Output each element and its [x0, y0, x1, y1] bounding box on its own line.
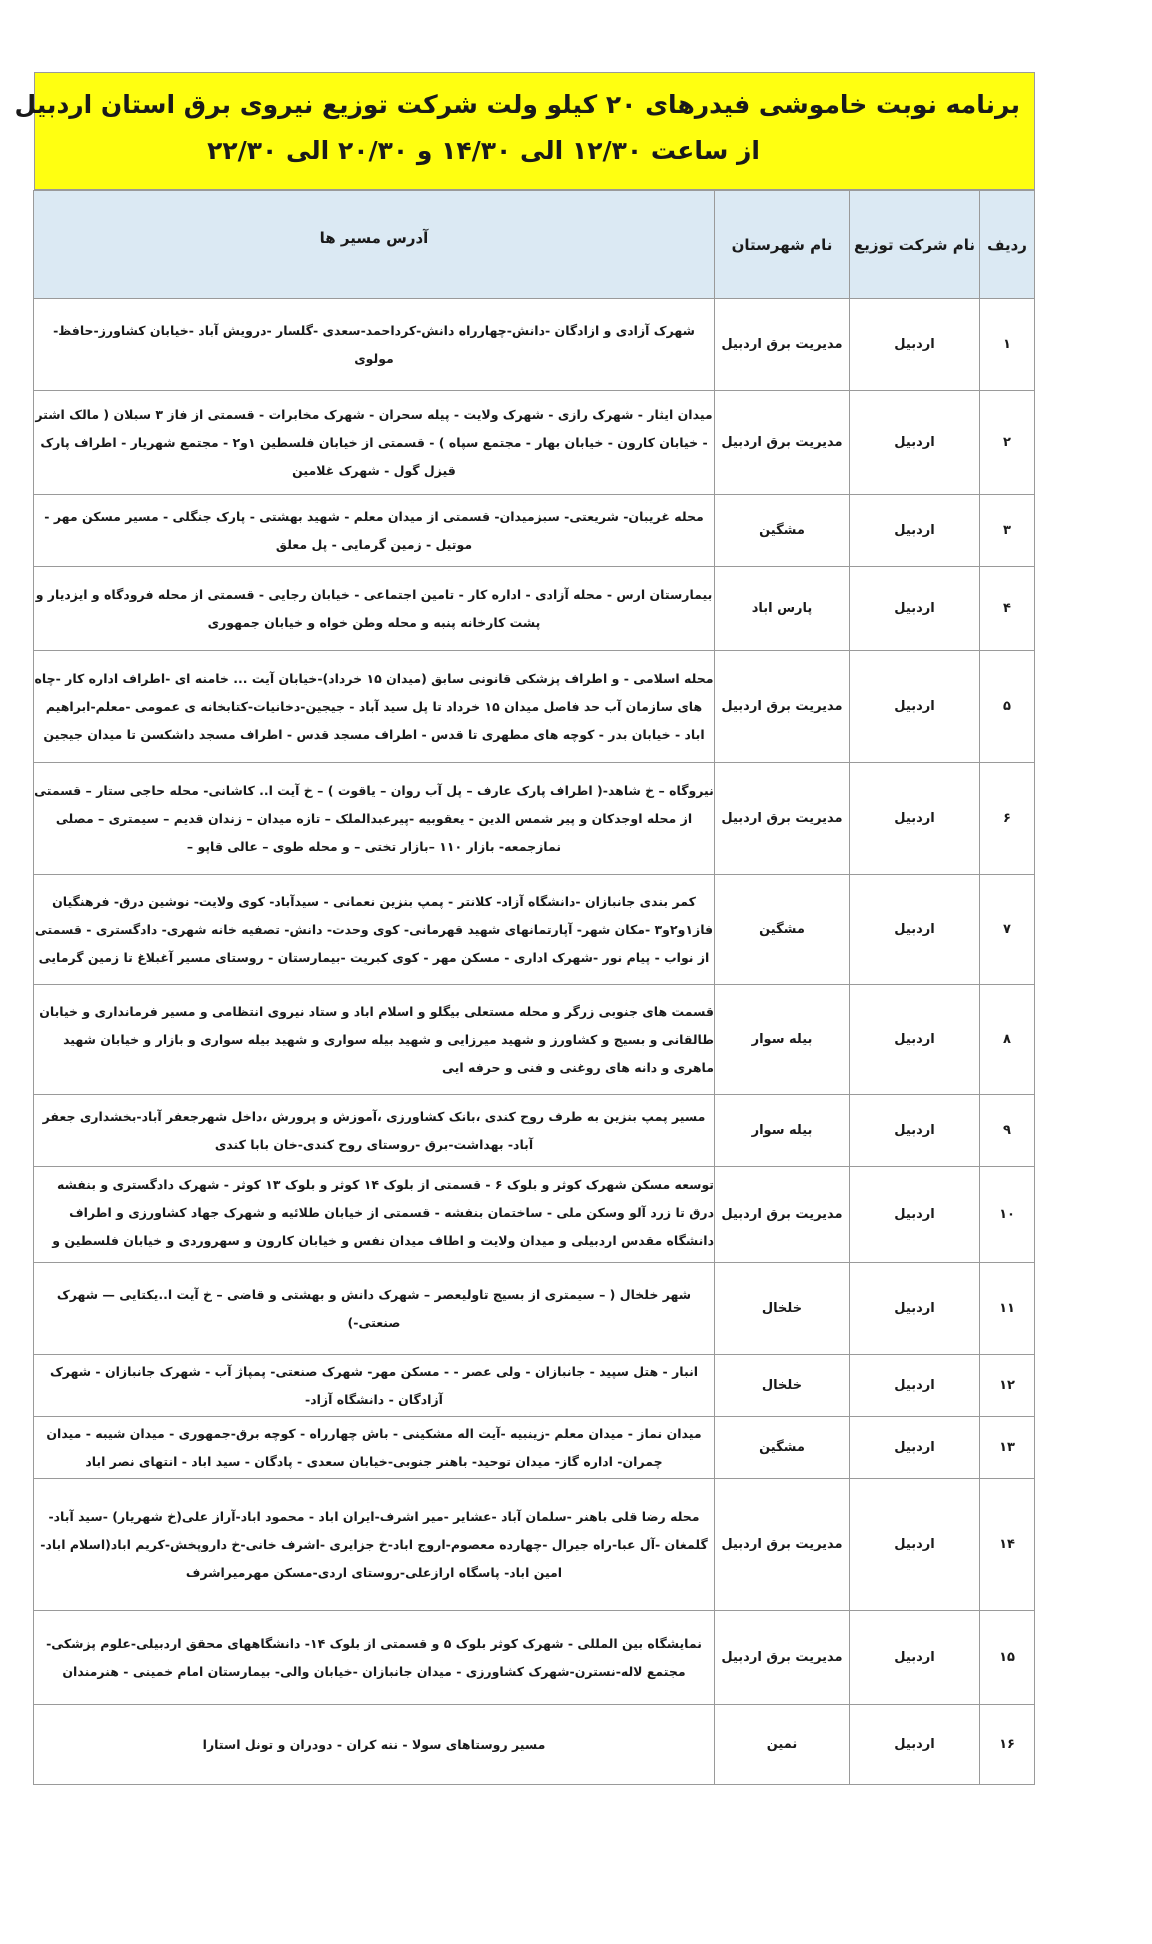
city-name: مشگین [715, 495, 850, 567]
route-address: محله رضا قلی باهنر -سلمان آباد -عشایر -میر اشرف-ایران اباد - محمود اباد-آراز علی(خ شهریار) -سید آباد-گلمغان -آل عبا-راه جیرال -چهارده معصوم-اروج اباد-خ جزایری -اشرف خانی-خ داروپخش-کریم اباد(اسلام اباد-امین اباد- پاسگاه ارازعلی-روستای اردی-مسکن مهرمیراشرف [34, 1479, 715, 1611]
table-row [34, 567, 1035, 651]
company-name: اردبیل [850, 651, 980, 763]
city-name: مدیریت برق اردبیل [715, 763, 850, 875]
company-name: اردبیل [850, 567, 980, 651]
table-row [34, 1611, 1035, 1705]
route-address: محله اسلامی - و اطراف پزشکی قانونی سابق (میدان ۱۵ خرداد)-خیابان آیت ... خامنه ای -اطراف اداره کار -چاه های سازمان آب حد فاصل میدان ۱۵ خرداد تا پل سید آباد - جیجین-دخانیات-کتابخانه ی عمومی -معلم-ابراهیم اباد - خیابان بدر - کوچه های مطهری تا قدس - اطراف مسجد قدس - اطراف مسجد داشکسن تا میدان جیجین [34, 651, 715, 763]
route-address: مسیر روستاهای سولا - ننه کران - دودران و تونل استارا [34, 1705, 715, 1785]
row-number: ۱۰ [980, 1167, 1035, 1263]
company-name: اردبیل [850, 1479, 980, 1611]
row-number: ۱۳ [980, 1417, 1035, 1479]
company-name: اردبیل [850, 1417, 980, 1479]
route-address-text: توسعه مسکن شهرک کوثر و بلوک ۶ - قسمتی از بلوک ۱۴ کوثر و بلوک ۱۳ کوثر - شهرک دادگستری و بنفشه درق تا زرد آلو وسکن ملی - ساختمان بنفشه - قسمتی از خیابان طلائیه و شهرک جهاد کشاورزی و اطراف دانشگاه مقدس اردبیلی و میدان ولایت و اطاف میدان نفس و خیابان کارون و سهروردی و خیابان فلسطین و [52, 1176, 714, 1248]
table-row [34, 1263, 1035, 1355]
route-address: انبار - هتل سپید - جانبازان - ولی عصر - - مسکن مهر- شهرک صنعتی- پمپاژ آب - شهرک جانبازان - شهرک آزادگان - دانشگاه آزاد- [34, 1355, 715, 1417]
city-name: مدیریت برق اردبیل [715, 651, 850, 763]
header-company: نام شرکت توزیع [850, 191, 980, 299]
city-name: مدیریت برق اردبیل [715, 1167, 850, 1263]
city-name: نمین [715, 1705, 850, 1785]
company-name: اردبیل [850, 1355, 980, 1417]
route-address: شهر خلخال ( – سیمتری از بسیج تاولیعصر – شهرک دانش و بهشتی و قاضی – خ آیت ا..یکتایی — شهرک صنعتی-) [34, 1263, 715, 1355]
route-address: قسمت های جنوبی زرگر و محله مستعلی بیگلو و اسلام اباد و ستاد نیروی انتظامی و مسیر فرمانداری و خیابان طالقانی و بسیج و کشاورز و شهید میرزایی و شهید بیله سواری و شهید بیله سواری و بازار و خیابان شهید ماهری و دانه های روغنی و فنی و حرفه ایی [34, 985, 715, 1095]
city-name: خلخال [715, 1263, 850, 1355]
row-number: ۵ [980, 651, 1035, 763]
header-row-number: ردیف [980, 191, 1035, 299]
route-address: مسیر پمپ بنزین به طرف روح کندی ،بانک کشاورزی ،آموزش و پرورش ،داخل شهرجعفر آباد-بخشداری جعفر آباد- بهداشت-برق -روستای روح کندی-خان بابا کندی [34, 1095, 715, 1167]
row-number: ۱۱ [980, 1263, 1035, 1355]
table-row [34, 651, 1035, 763]
outage-table [33, 190, 1035, 1785]
route-address: محله غریبان- شریعتی- سبزمیدان- قسمتی از میدان معلم - شهید بهشتی - پارک جنگلی - مسیر مسکن مهر - موتیل - زمین گرمایی - پل معلق [34, 495, 715, 567]
route-address: نمایشگاه بین المللی - شهرک کوثر بلوک ۵ و قسمتی از بلوک ۱۴- دانشگاههای محقق اردبیلی-علوم پزشکی-مجتمع لاله-نسترن-شهرک کشاورزی - میدان جانبازان -خیابان والی- بیمارستان امام خمینی - هنرمندان [34, 1611, 715, 1705]
table-row [34, 495, 1035, 567]
row-number: ۱ [980, 299, 1035, 391]
route-address [34, 1167, 715, 1263]
city-name: بیله سوار [715, 1095, 850, 1167]
row-number: ۲ [980, 391, 1035, 495]
table-row [34, 299, 1035, 391]
company-name: اردبیل [850, 985, 980, 1095]
page-title: برنامه نوبت خاموشی فیدرهای ۲۰ کیلو ولت شرکت توزیع نیروی برق استان اردبیل [14, 90, 1020, 119]
page-subtitle: از ساعت ۱۲/۳۰ الی ۱۴/۳۰ و ۲۰/۳۰ الی ۲۲/۳۰ [207, 136, 760, 165]
row-number: ۱۴ [980, 1479, 1035, 1611]
route-address: بیمارستان ارس - محله آزادی - اداره کار - تامین اجتماعی - خیابان رجایی - قسمتی از محله فرودگاه و ایزدیار و پشت کارخانه پنبه و محله وطن خواه و خیابان جمهوری [34, 567, 715, 651]
header-city: نام شهرستان [715, 191, 850, 299]
table-row [34, 875, 1035, 985]
company-name: اردبیل [850, 495, 980, 567]
row-number: ۸ [980, 985, 1035, 1095]
company-name: اردبیل [850, 1167, 980, 1263]
table-row [34, 1705, 1035, 1785]
row-number: ۱۶ [980, 1705, 1035, 1785]
city-name: بیله سوار [715, 985, 850, 1095]
company-name: اردبیل [850, 1095, 980, 1167]
city-name: خلخال [715, 1355, 850, 1417]
table-row [34, 1355, 1035, 1417]
city-name: پارس اباد [715, 567, 850, 651]
title-banner [14, 72, 1035, 190]
row-number: ۷ [980, 875, 1035, 985]
company-name: اردبیل [850, 299, 980, 391]
header-address: آدرس مسیر ها [34, 191, 715, 299]
city-name: مدیریت برق اردبیل [715, 1479, 850, 1611]
route-address: میدان ایثار - شهرک رازی - شهرک ولایت - پیله سحران - شهرک مخابرات - قسمتی از فاز ۳ سبلان ( مالک اشتر - خیابان کارون - خیابان بهار - مجتمع سپاه ) - قسمتی از خیابان فلسطین ۱و۲ - مجتمع شهریار - اطراف پارک قیزل گول - شهرک غلامین [34, 391, 715, 495]
table-header-row [34, 191, 1035, 299]
table-row [34, 1167, 1035, 1263]
row-number: ۹ [980, 1095, 1035, 1167]
table-row [34, 391, 1035, 495]
table-row [34, 1095, 1035, 1167]
schedule-sheet [14, 72, 1035, 1785]
route-address: کمر بندی جانبازان -دانشگاه آزاد- کلانتر - پمپ بنزین نعمانی - سیدآباد- کوی ولایت- نوشین درق- فرهنگیان فاز۱و۲و۳ -مکان شهر- آپارتمانهای شهید قهرمانی- کوی وحدت- دانش- تصفیه خانه شهری- دادگستری - قسمتی از نواب - پیام نور -شهرک اداری - مسکن مهر - کوی کبریت -بیمارستان - روستای مسیر آغبلاغ تا زمین گرمایی [34, 875, 715, 985]
table-row [34, 1479, 1035, 1611]
row-number: ۱۵ [980, 1611, 1035, 1705]
city-name: مدیریت برق اردبیل [715, 1611, 850, 1705]
row-number: ۴ [980, 567, 1035, 651]
table-row [34, 1417, 1035, 1479]
city-name: مشگین [715, 875, 850, 985]
city-name: مدیریت برق اردبیل [715, 391, 850, 495]
row-number: ۱۲ [980, 1355, 1035, 1417]
company-name: اردبیل [850, 763, 980, 875]
company-name: اردبیل [850, 391, 980, 495]
row-number: ۳ [980, 495, 1035, 567]
table-row [34, 763, 1035, 875]
company-name: اردبیل [850, 1263, 980, 1355]
company-name: اردبیل [850, 1611, 980, 1705]
route-address: شهرک آزادی و ازادگان -دانش-چهارراه دانش-کرداحمد-سعدی -گلسار -درویش آباد -خیابان کشاورز-حافظ-مولوی [34, 299, 715, 391]
city-name: مشگین [715, 1417, 850, 1479]
company-name: اردبیل [850, 875, 980, 985]
row-number: ۶ [980, 763, 1035, 875]
table-row [34, 985, 1035, 1095]
route-address: نیروگاه – خ شاهد-( اطراف پارک عارف – پل آب روان – یاقوت ) – خ آیت ا.. کاشانی- محله حاجی ستار – قسمتی از محله اوجدکان و پیر شمس الدین - یعقوبیه -پیرعبدالملک – تازه میدان – زندان قدیم – سیمتری – مصلی نمازجمعه- بازار ۱۱۰ –بازار تختی – و محله طوی – عالی قاپو – [34, 763, 715, 875]
city-name: مدیریت برق اردبیل [715, 299, 850, 391]
company-name: اردبیل [850, 1705, 980, 1785]
route-address: میدان نماز - میدان معلم -زینبیه -آیت اله مشکینی - باش چهارراه - کوچه برق-جمهوری - میدان شیبه - میدان چمران- اداره گاز- میدان توحید- باهنر جنوبی-خیابان سعدی - پادگان - سید اباد - انتهای نصر اباد [34, 1417, 715, 1479]
